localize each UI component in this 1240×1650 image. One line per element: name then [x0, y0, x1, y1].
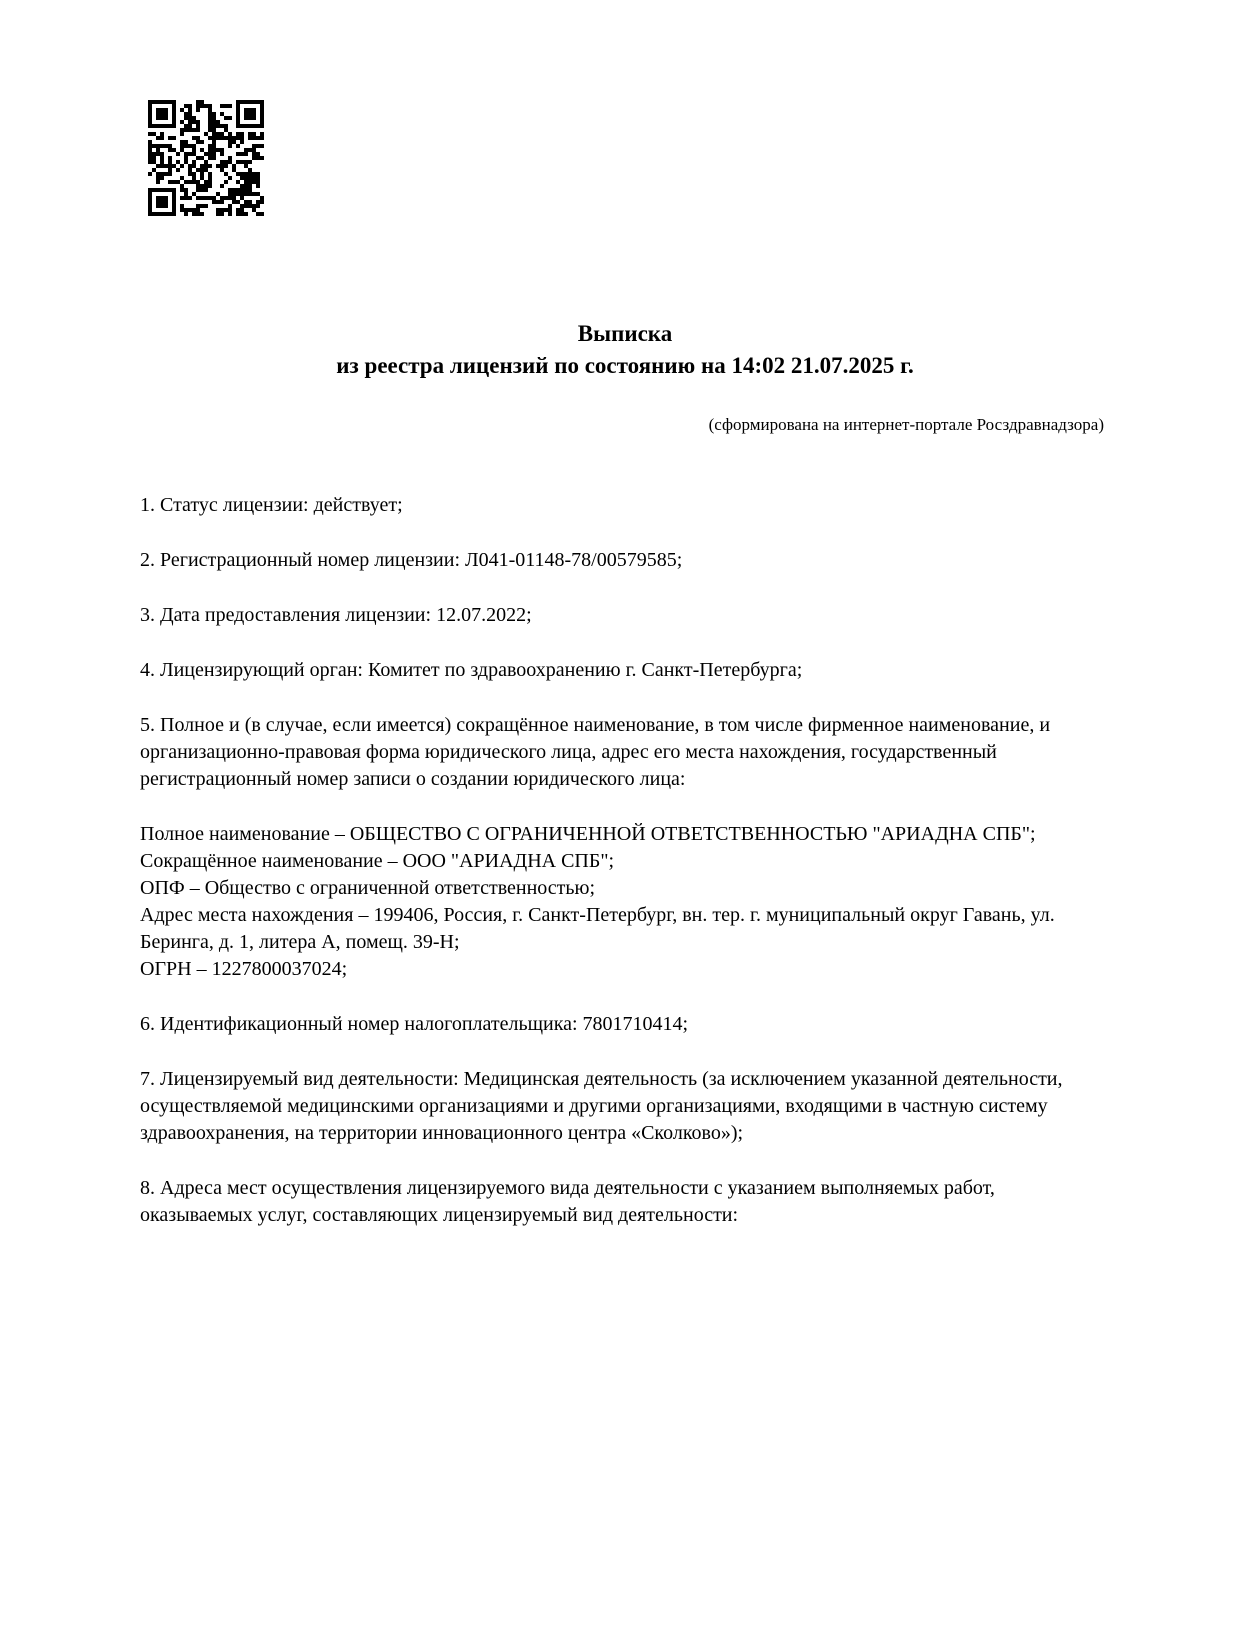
entity-address: Адрес места нахождения – 199406, Россия, г. Санкт-Петербург, вн. тер. г. муниципальный округ Гавань, ул. Беринга, д. 1, литера А, помещ. 39-Н; [140, 904, 1055, 953]
document-title-line1: Выписка [577, 321, 673, 346]
paragraph-activity-type: 7. Лицензируемый вид деятельности: Медицинская деятельность (за исключением указанной деятельности, осуществляемой медицинскими организациями и другими организациями, входящими в частную систему здравоохранения, на территории инновационного центра «Сколково»); [140, 1068, 1063, 1144]
document-subtitle: (сформирована на интернет-портале Росздравнадзора) [708, 415, 1104, 434]
document-title-line2: из реестра лицензий по состоянию на 14:02 21.07.2025 г. [336, 353, 914, 378]
entity-ogrn: ОГРН – 1227800037024; [140, 958, 348, 980]
document-title [140, 318, 1110, 382]
entity-opf: ОПФ – Общество с ограниченной ответственностью; [140, 877, 596, 899]
paragraphs-section [140, 492, 1110, 1229]
paragraph-entity-intro: 5. Полное и (в случае, если имеется) сокращённое наименование, в том числе фирменное наименование, и организационно-правовая форма юридического лица, адрес его места нахождения, государственный регистрационный номер записи о создании юридического лица: [140, 714, 1051, 790]
paragraph-license-status: 1. Статус лицензии: действует; [140, 494, 403, 516]
paragraph-inn: 6. Идентификационный номер налогоплательщика: 7801710414; [140, 1013, 689, 1035]
entity-details-block [140, 821, 1110, 983]
paragraph-license-date: 3. Дата предоставления лицензии: 12.07.2022; [140, 604, 532, 626]
entity-full-name: Полное наименование – ОБЩЕСТВО С ОГРАНИЧЕННОЙ ОТВЕТСТВЕННОСТЬЮ "АРИАДНА СПБ"; [140, 823, 1036, 845]
paragraph-licensing-authority: 4. Лицензирующий орган: Комитет по здравоохранению г. Санкт-Петербурга; [140, 659, 803, 681]
paragraph-activity-addresses: 8. Адреса мест осуществления лицензируемого вида деятельности с указанием выполняемых работ, оказываемых услуг, составляющих лицензируемый вид деятельности: [140, 1177, 995, 1226]
paragraph-registration-number: 2. Регистрационный номер лицензии: Л041-01148-78/00579585; [140, 549, 683, 571]
entity-short-name: Сокращённое наименование – ООО "АРИАДНА СПБ"; [140, 850, 615, 872]
